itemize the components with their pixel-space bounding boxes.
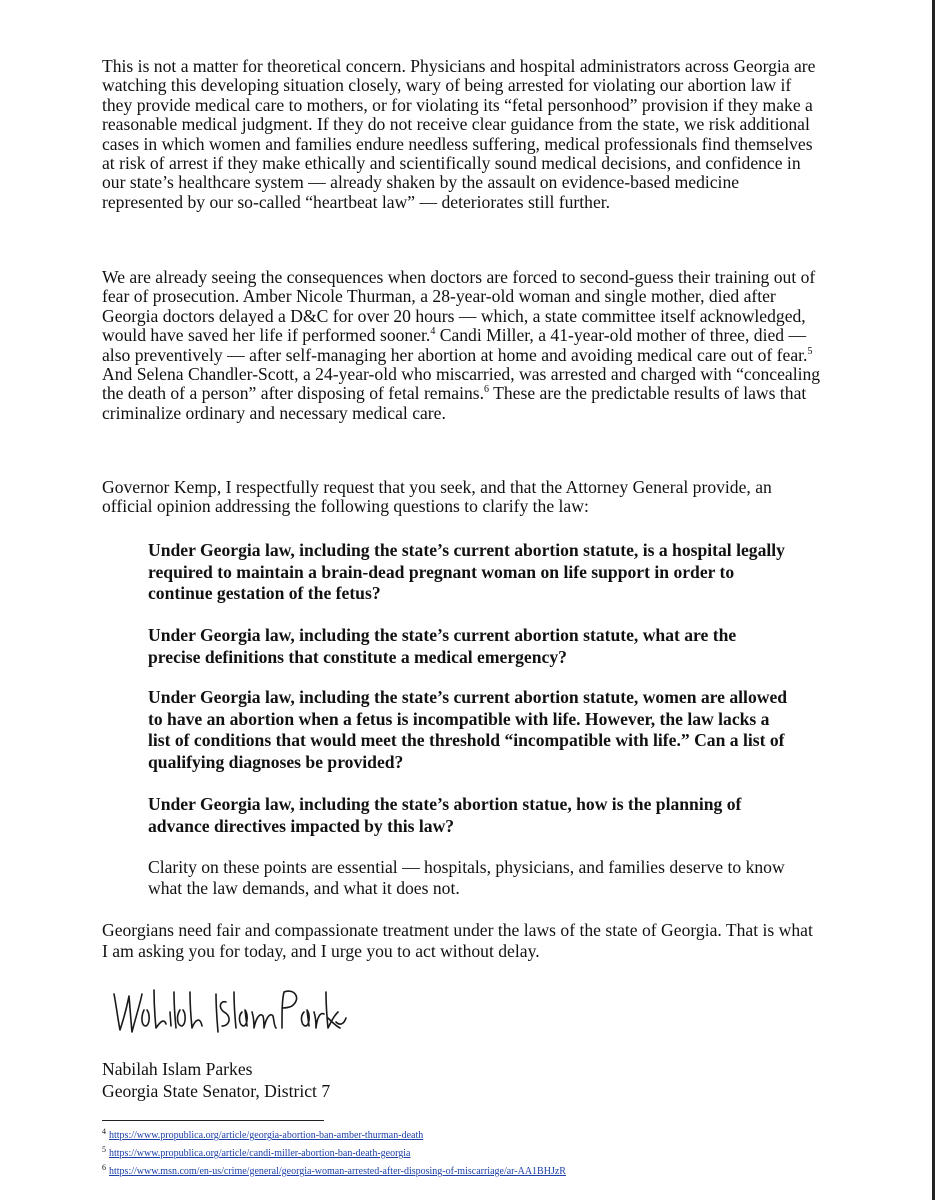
consequences-text-4: These are the predictable results of laws that criminalize ordinary and necessary medical care. <box>102 383 807 423</box>
footnote-ref-5: 5 <box>807 345 813 357</box>
paragraph-clarity: Clarity on these points are essential — hospitals, physicians, and families deserve to know what the law demands, and what it does not. <box>148 857 785 898</box>
footnote-number: 5 <box>102 1144 106 1154</box>
consequences-text-1: We are already seeing the consequences when doctors are forced to second-guess their training out of fear of prosecution. Amber Nicole Thurman, a 28-year-old woman and single mother, died after Georgia doctors delayed a D&C for over 20 hours — which, a state committee itself acknowledged, would have saved her life if performed sooner. <box>102 267 816 346</box>
paragraph-consequences <box>102 268 822 423</box>
paragraph-closing: Georgians need fair and compassionate treatment under the laws of the state of Georgia. That is what I am asking you for today, and I urge you to act without delay. <box>102 920 813 961</box>
question-incompatible-with-life: Under Georgia law, including the state’s current abortion statute, women are allowed to have an abortion when a fetus is incompatible with life. However, the law lacks a list of conditions that would meet the threshold “incompatible with life.” Can a list of qualifying diagnoses be provided? <box>148 687 788 772</box>
consequences-text-3: And Selena Chandler-Scott, a 24-year-old who miscarried, was arrested and charged with “concealing the death of a person” after disposing of fetal remains. <box>102 364 821 404</box>
signer-name: Nabilah Islam Parkes <box>102 1059 253 1079</box>
consequences-text-2: Candi Miller, a 41-year-old mother of three, died — also preventively — after self-managing her abortion at home and avoiding medical care out of fear. <box>102 325 808 365</box>
handwritten-signature <box>108 982 348 1044</box>
question-medical-emergency: Under Georgia law, including the state’s current abortion statute, what are the precise definitions that constitute a medical emergency? <box>148 625 737 667</box>
signer-title: Georgia State Senator, District 7 <box>102 1081 331 1101</box>
paragraph-request: Governor Kemp, I respectfully request that you seek, and that the Attorney General provide, an official opinion addressing the following questions to clarify the law: <box>102 477 772 517</box>
footnote-number: 6 <box>102 1162 106 1172</box>
footnote-ref-6: 6 <box>484 384 490 396</box>
footnote-link-5[interactable]: https://www.propublica.org/article/candi-miller-abortion-ban-death-georgia <box>109 1148 411 1159</box>
footnote-link-6[interactable]: https://www.msn.com/en-us/crime/general/georgia-woman-arrested-after-disposing-of-miscarriage/ar-AA1BHJzR <box>109 1166 566 1177</box>
footnote-number: 4 <box>102 1126 106 1136</box>
footnote-ref-4: 4 <box>430 326 436 338</box>
footnote-5 <box>102 1144 411 1160</box>
paragraph-concern: This is not a matter for theoretical concern. Physicians and hospital administrators across Georgia are watching this developing situation closely, wary of being arrested for violating our abortion law if they provide medical care to mothers, or for violating its “fetal personhood” provision if they make a reasonable medical judgment. If they do not receive clear guidance from the state, we risk additional cases in which women and families endure needless suffering, medical professionals find themselves at risk of arrest if they make ethically and scientifically sound medical decisions, and confidence in our state’s healthcare system — already shaken by the assault on evidence-based medicine represented by our so-called “heartbeat law” — deteriorates still further. <box>102 56 816 212</box>
footnote-divider <box>102 1120 324 1121</box>
question-brain-dead: Under Georgia law, including the state’s current abortion statute, is a hospital legally required to maintain a brain-dead pregnant woman on life support in order to continue gestation of the fetus? <box>148 540 785 604</box>
question-advance-directives: Under Georgia law, including the state’s abortion statue, how is the planning of advance directives impacted by this law? <box>148 794 742 836</box>
footnote-link-4[interactable]: https://www.propublica.org/article/georgia-abortion-ban-amber-thurman-death <box>109 1130 424 1141</box>
footnote-6 <box>102 1162 566 1178</box>
footnote-4 <box>102 1126 424 1142</box>
